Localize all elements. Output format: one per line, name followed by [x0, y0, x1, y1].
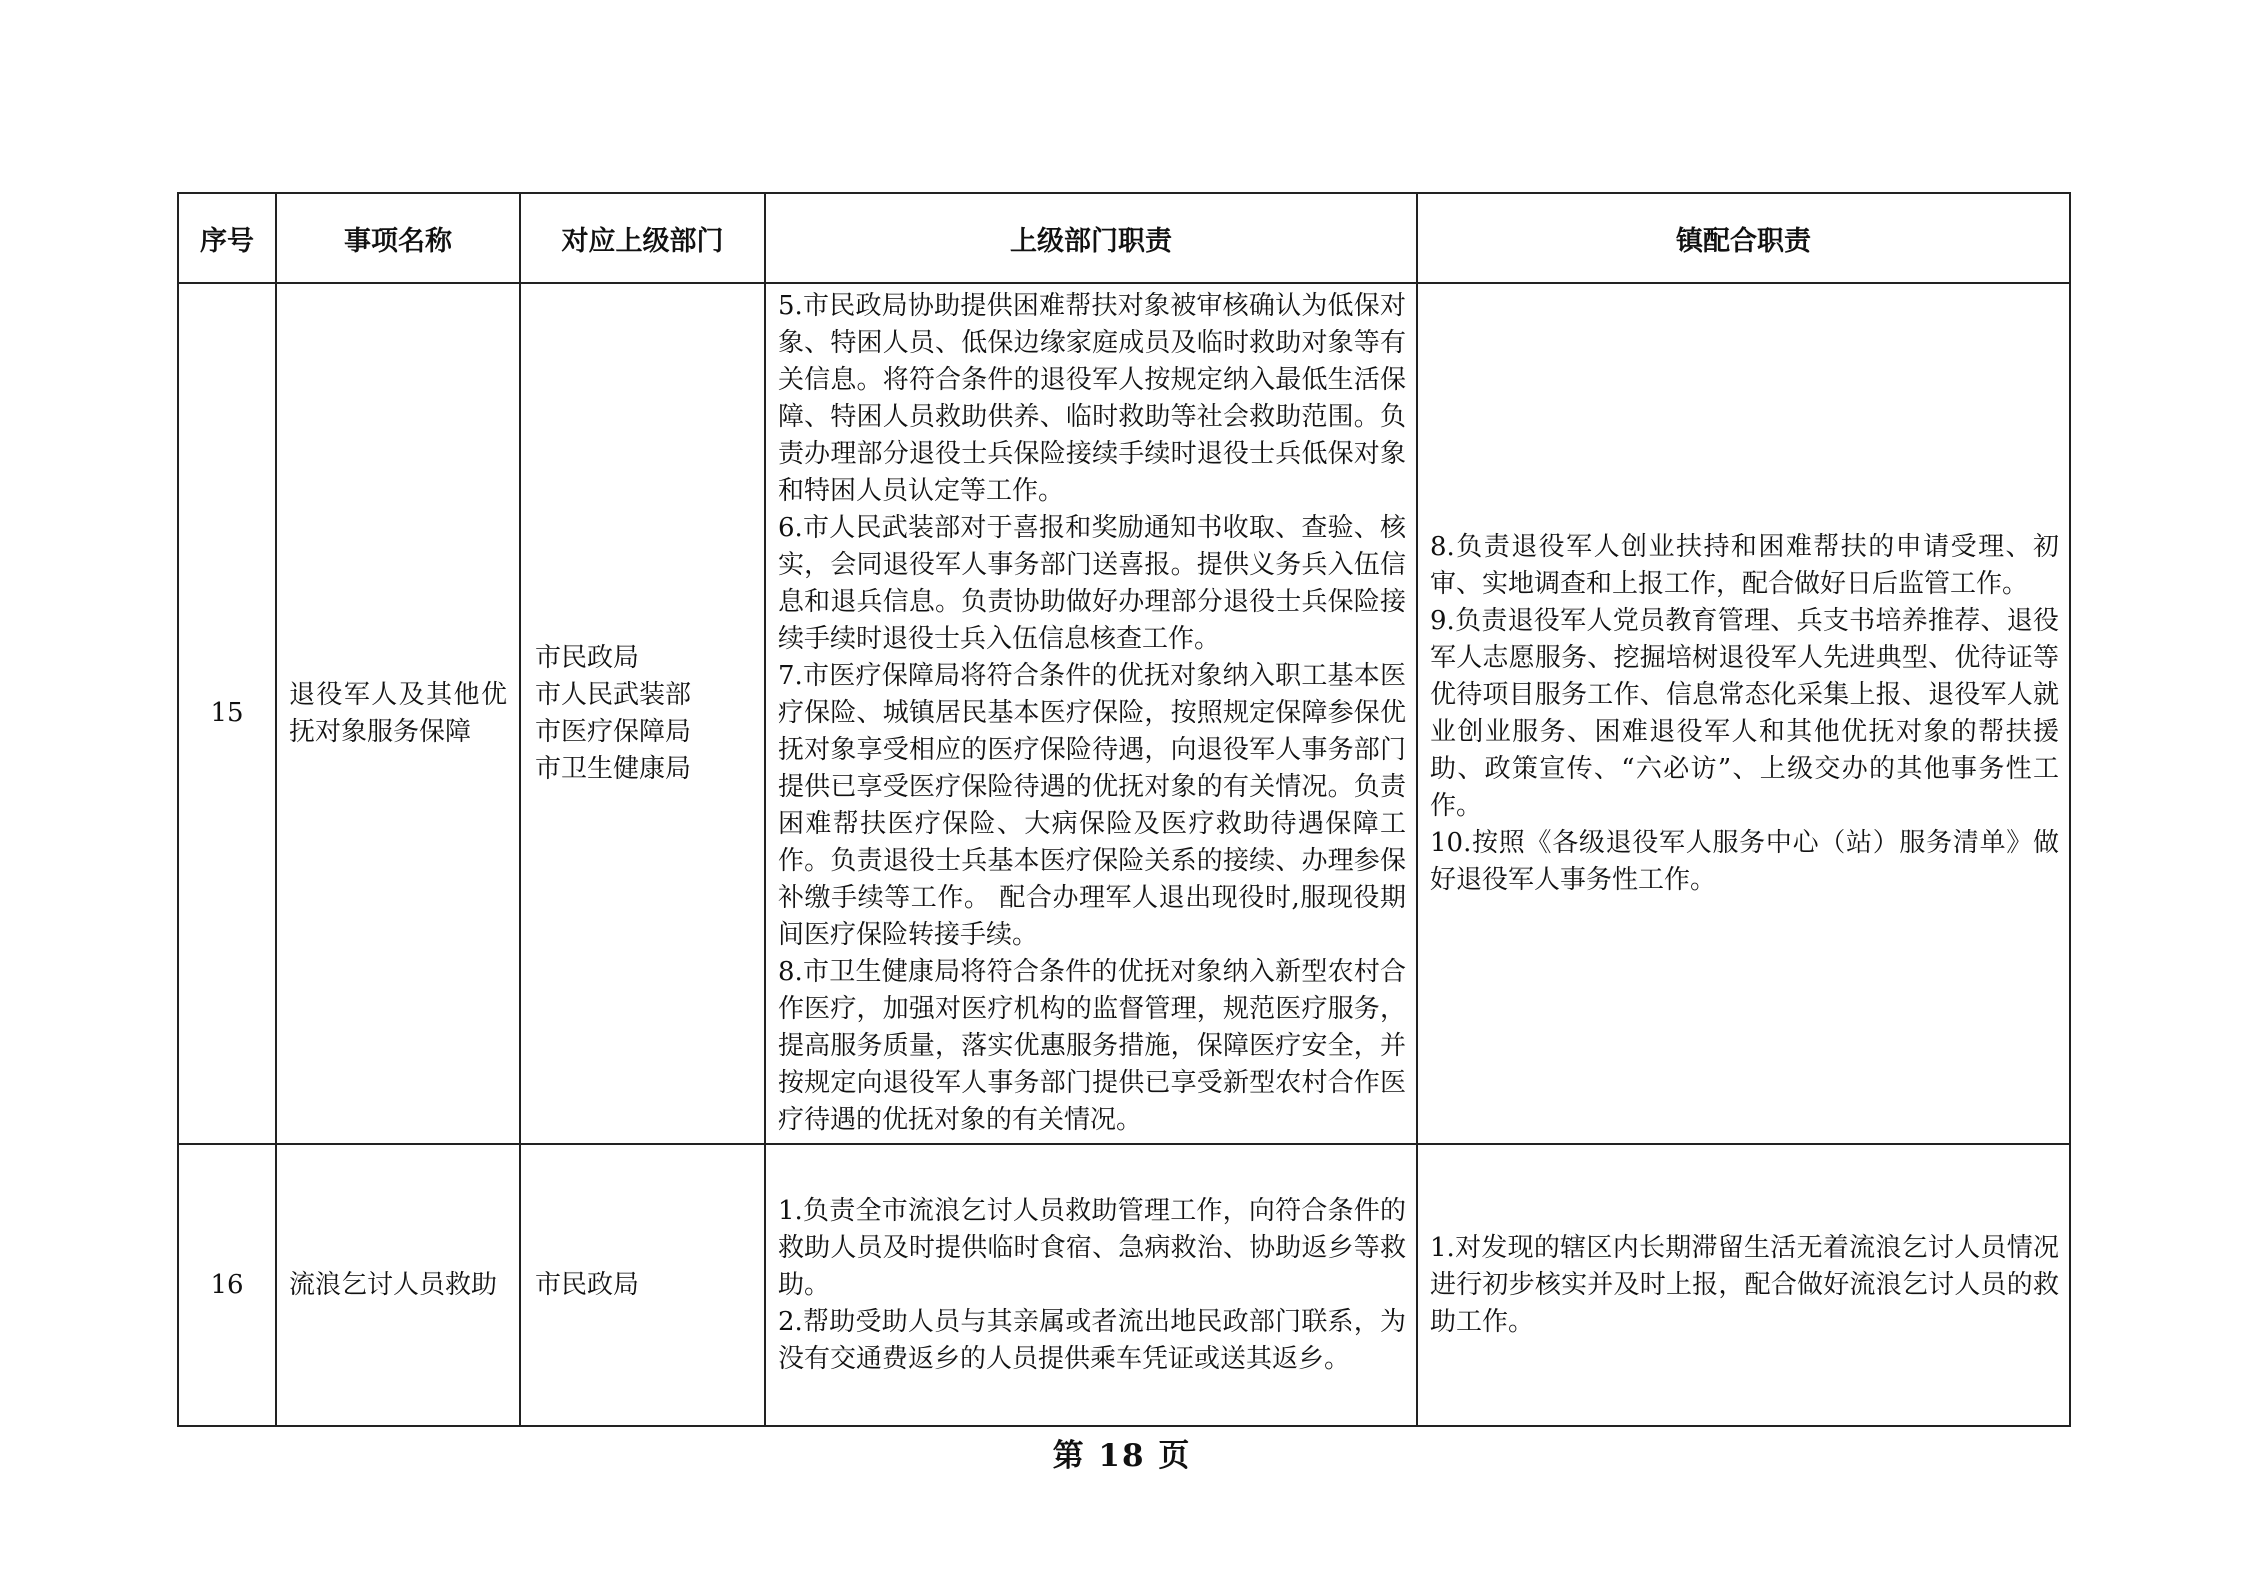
department-name: 市医疗保障局	[535, 716, 692, 747]
duty-paragraph: 8.负责退役军人创业扶持和困难帮扶的申请受理、初审、实地调查和上报工作，配合做好日后监管工作。	[1430, 531, 2059, 599]
table-header-row	[178, 193, 2070, 283]
row-upper-duties	[765, 283, 1417, 1144]
table-row	[178, 283, 2070, 1144]
duty-table	[177, 192, 2071, 1427]
duty-paragraph: 9.负责退役军人党员教育管理、兵支书培养推荐、退役军人志愿服务、挖掘培树退役军人先进典型、优待证等优待项目服务工作、信息常态化采集上报、退役军人就业创业服务、困难退役军人和其他优抚对象的帮扶援助、政策宣传、“六必访”、上级交办的其他事务性工作。	[1430, 605, 2059, 821]
duty-paragraph: 7.市医疗保障局将符合条件的优抚对象纳入职工基本医疗保险、城镇居民基本医疗保险，按照规定保障参保优抚对象享受相应的医疗保险待遇，向退役军人事务部门提供已享受医疗保险待遇的优抚对象的有关情况。负责困难帮扶医疗保险、大病保险及医疗救助待遇保障工作。负责退役士兵基本医疗保险关系的接续、办理参保补缴手续等工作。 配合办理军人退出现役时,服现役期间医疗保险转接手续。	[778, 661, 1406, 950]
header-item-name: 事项名称	[276, 193, 520, 283]
header-town-duties: 镇配合职责	[1417, 193, 2070, 283]
duty-paragraph: 8.市卫生健康局将符合条件的优抚对象纳入新型农村合作医疗，加强对医疗机构的监督管理，规范医疗服务，提高服务质量，落实优惠服务措施，保障医疗安全，并按规定向退役军人事务部门提供已享受新型农村合作医疗待遇的优抚对象的有关情况。	[778, 957, 1406, 1135]
department-name: 市人民武装部	[535, 679, 692, 710]
department-name: 市卫生健康局	[535, 753, 692, 784]
header-upper-duties: 上级部门职责	[765, 193, 1417, 283]
duty-paragraph: 6.市人民武装部对于喜报和奖励通知书收取、查验、核实，会同退役军人事务部门送喜报。提供义务兵入伍信息和退兵信息。负责协助做好办理部分退役士兵保险接续手续时退役士兵入伍信息核查工作。	[778, 513, 1406, 654]
department-name: 市民政局	[535, 642, 640, 673]
table-row	[178, 1144, 2070, 1426]
department-name: 市民政局	[535, 1269, 640, 1300]
row-upper-duties	[765, 1144, 1417, 1426]
row-seq: 15	[178, 283, 276, 1144]
header-departments: 对应上级部门	[520, 193, 765, 283]
page-number: 第 18 页	[1052, 1438, 1192, 1474]
row-seq: 16	[178, 1144, 276, 1426]
duty-paragraph: 10.按照《各级退役军人服务中心（站）服务清单》做好退役军人事务性工作。	[1430, 827, 2059, 895]
duty-paragraph: 1.负责全市流浪乞讨人员救助管理工作，向符合条件的救助人员及时提供临时食宿、急病救治、协助返乡等救助。	[778, 1195, 1406, 1300]
row-departments	[520, 1144, 765, 1426]
row-item-name: 退役军人及其他优抚对象服务保障	[276, 283, 520, 1144]
duty-paragraph: 2.帮助受助人员与其亲属或者流出地民政部门联系，为没有交通费返乡的人员提供乘车凭证或送其返乡。	[778, 1306, 1406, 1374]
row-item-name: 流浪乞讨人员救助	[276, 1144, 520, 1426]
row-departments	[520, 283, 765, 1144]
row-town-duties	[1417, 283, 2070, 1144]
row-town-duties	[1417, 1144, 2070, 1426]
duty-paragraph: 1.对发现的辖区内长期滞留生活无着流浪乞讨人员情况进行初步核实并及时上报，配合做好流浪乞讨人员的救助工作。	[1430, 1232, 2059, 1337]
header-seq: 序号	[178, 193, 276, 283]
duty-paragraph: 5.市民政局协助提供困难帮扶对象被审核确认为低保对象、特困人员、低保边缘家庭成员及临时救助对象等有关信息。将符合条件的退役军人按规定纳入最低生活保障、特困人员救助供养、临时救助等社会救助范围。负责办理部分退役士兵保险接续手续时退役士兵低保对象和特困人员认定等工作。	[778, 291, 1406, 506]
